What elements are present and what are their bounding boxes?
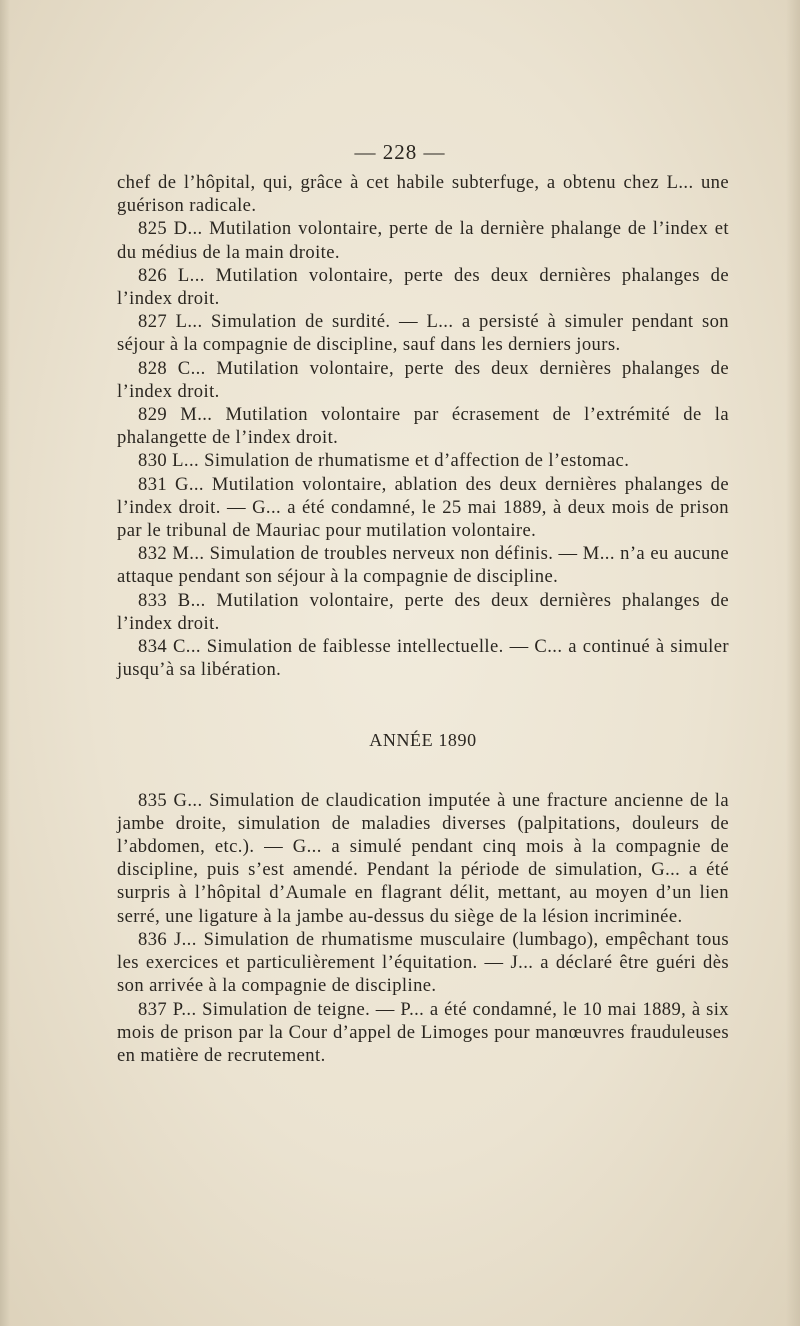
entry-832: 832 M... Simulation de troubles nerveux non définis. — M... n’a eu aucune attaque pendant son séjour à la compagnie de discipline. (117, 543, 729, 588)
text-block (117, 171, 729, 1067)
entry-837: 837 P... Simulation de teigne. — P... a été condamné, le 10 mai 1889, à six mois de prison par la Cour d’appel de Limoges pour manœuvres frauduleuses en matière de recrutement. (117, 998, 729, 1066)
entry-835: 835 G... Simulation de claudication imputée à une fracture ancienne de la jambe droite, simulation de maladies diverses (palpitations, douleurs de l’abdomen, etc.). — G... a simulé pendant cinq mois à la compagnie de discipline, puis s’est amendé. Pendant la période de simulation, G... a été surpris à l’hôpital d’Aumale en flagrant délit, mettant, au moyen d’un lien serré, une ligature à la jambe au-dessus du siège de la lésion incriminée. (117, 789, 729, 927)
section-heading-year: ANNÉE 1890 (369, 730, 477, 751)
entry-833: 833 B... Mutilation volontaire, perte des deux dernières phalanges de l’index droit. (117, 589, 729, 634)
entry-829: 829 M... Mutilation volontaire par écrasement de l’extrémité de la phalangette de l’index droit. (117, 404, 729, 449)
entry-828: 828 C... Mutilation volontaire, perte des deux dernières phalanges de l’index droit. (117, 357, 729, 402)
paragraph-continuation: chef de l’hôpital, qui, grâce à cet habile subterfuge, a obtenu chez L... une guérison radicale. (117, 172, 729, 217)
entry-827: 827 L... Simulation de surdité. — L... a persisté à simuler pendant son séjour à la compagnie de discipline, sauf dans les derniers jours. (117, 311, 729, 356)
entry-834: 834 C... Simulation de faiblesse intellectuelle. — C... a continué à simuler jusqu’à sa libération. (117, 636, 729, 681)
entry-826: 826 L... Mutilation volontaire, perte des deux dernières phalanges de l’index droit. (117, 264, 729, 310)
entry-825: 825 D... Mutilation volontaire, perte de la dernière phalange de l’index et du médius de la main droite. (117, 218, 729, 263)
entry-836: 836 J... Simulation de rhumatisme musculaire (lumbago), empêchant tous les exercices et particulièrement l’équitation. — J... a déclaré être guéri dès son arrivée à la compagnie de discipline. (117, 928, 729, 997)
page-left-edge-shadow (0, 0, 10, 1326)
entry-831: 831 G... Mutilation volontaire, ablation des deux dernières phalanges de l’index droit. — G... a été condamné, le 25 mai 1889, à deux mois de prison par le tribunal de Mauriac pour mutilation volontaire. (117, 473, 729, 542)
page-right-edge-shadow (786, 0, 800, 1326)
entry-830: 830 L... Simulation de rhumatisme et d’affection de l’estomac. (138, 450, 630, 472)
page-number: — 228 — (354, 140, 446, 164)
